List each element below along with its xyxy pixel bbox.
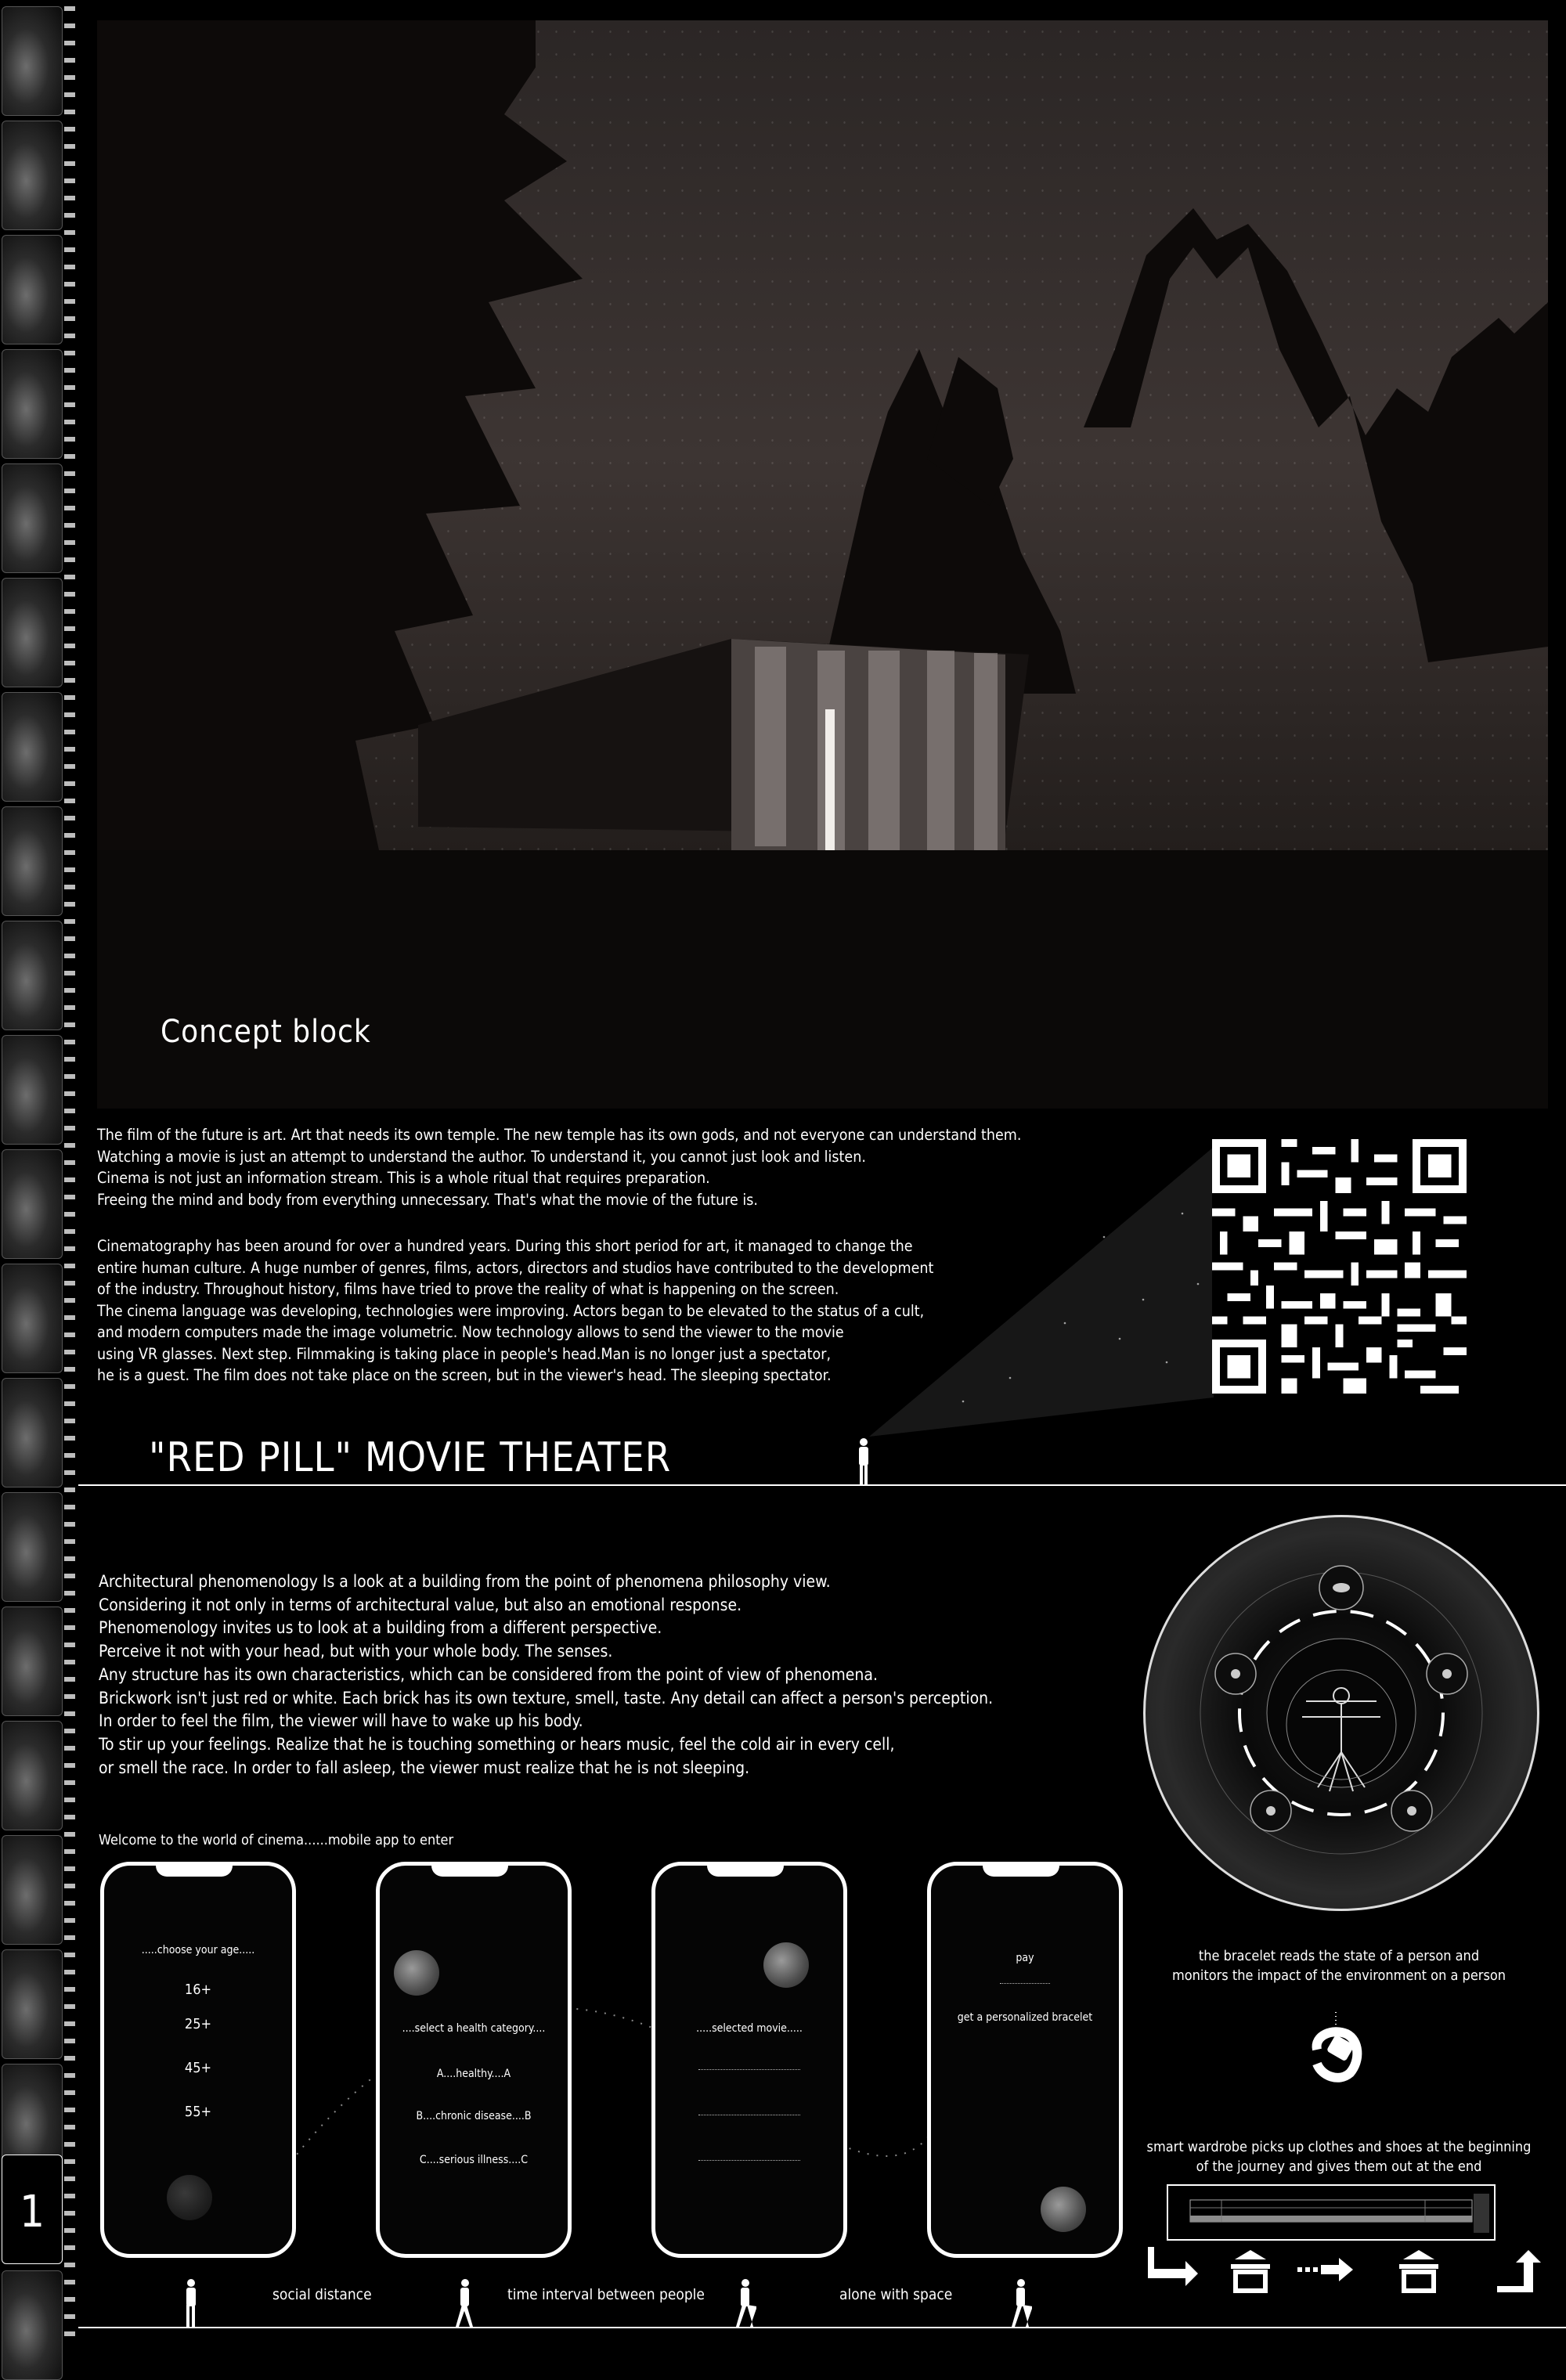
phone-notch <box>707 1864 784 1877</box>
film-frame <box>2 1949 63 2059</box>
walking-person-icon <box>734 2278 756 2327</box>
film-frame <box>2 6 63 116</box>
movie-heading: .....selected movie..... <box>696 2022 803 2035</box>
wardrobe-plan <box>1167 2184 1496 2241</box>
phone-notch <box>983 1864 1059 1877</box>
age-heading: .....choose your age..... <box>141 1944 255 1956</box>
age-option[interactable]: 45+ <box>184 2060 212 2076</box>
projection-beam <box>869 1143 1221 1441</box>
bracelet-caption: the bracelet reads the state of a person and monitors the impact of the environment on a person <box>1171 1948 1506 1984</box>
age-option[interactable]: 16+ <box>184 1982 212 1998</box>
film-frame <box>2 349 63 459</box>
film-frame <box>2 463 63 573</box>
film-frame <box>2 806 63 916</box>
film-frame <box>2 578 63 687</box>
film-frame <box>2 1606 63 1716</box>
bottom-divider-line <box>78 2327 1566 2328</box>
concept-intro: The film of the future is art. Art that needs its own temple. The new temple has its own gods, and not everyone can understand them. Watching a movie is just an attempt to understand the author. To understand it, you cannot just look and listen. Cinema is not just an information stream. This is a whole ritual that requires preparation. Freeing the mind and body from everything unnecessary. That's what the movie of the future is. <box>97 1126 1022 1209</box>
hero-caption: Concept block <box>161 1014 371 1050</box>
wardrobe-caption: smart wardrobe picks up clothes and shoes at the beginning of the journey and gives them out at the end <box>1146 2139 1532 2175</box>
forest-silhouette <box>97 20 1548 1109</box>
walking-person-icon <box>1010 2278 1032 2327</box>
bracelet-icon <box>1308 2012 1364 2086</box>
health-option[interactable]: A....healthy....A <box>436 2068 511 2080</box>
walking-person-icon <box>182 2278 200 2327</box>
film-frame <box>2 692 63 802</box>
film-frame <box>2 2270 63 2380</box>
phone-screen-movie[interactable] <box>651 1862 847 2258</box>
health-heading: ....select a health category.... <box>402 2022 546 2035</box>
page-number: 1 <box>19 2187 45 2238</box>
film-frame <box>2 121 63 230</box>
film-frame <box>2 1835 63 1945</box>
movie-slot[interactable] <box>698 2160 800 2161</box>
moon-icon <box>394 1950 439 1996</box>
glowing-door <box>825 709 835 850</box>
film-frame <box>2 1264 63 1373</box>
phone-notch <box>156 1864 233 1877</box>
bracelet-button[interactable]: get a personalized bracelet <box>957 2011 1093 2024</box>
phone-screen-health[interactable] <box>376 1862 572 2258</box>
film-frame <box>2 235 63 344</box>
person-icon <box>855 1437 872 1484</box>
film-frame <box>2 1492 63 1602</box>
moon-icon <box>1041 2187 1086 2232</box>
age-option[interactable]: 25+ <box>184 2016 212 2032</box>
phone-screen-age[interactable] <box>100 1862 296 2258</box>
qr-code[interactable] <box>1212 1139 1467 1394</box>
divider-line <box>78 1484 1566 1486</box>
page-number-frame <box>2 2155 63 2264</box>
label-social-distance: social distance <box>272 2286 372 2303</box>
hero-render <box>97 20 1548 1109</box>
film-frame <box>2 1721 63 1830</box>
health-option[interactable]: B....chronic disease....B <box>416 2110 532 2122</box>
wardrobe-flow-icons <box>1145 2244 1544 2299</box>
page-title: "RED PILL" MOVIE THEATER <box>149 1434 672 1481</box>
film-strip <box>0 0 78 2349</box>
health-option[interactable]: C....serious illness....C <box>419 2154 529 2166</box>
app-welcome-text: Welcome to the world of cinema......mobile app to enter <box>99 1832 454 1848</box>
moon-icon <box>763 1942 809 1988</box>
label-alone-with-space: alone with space <box>839 2286 953 2303</box>
label-time-interval: time interval between people <box>507 2286 705 2303</box>
phone-notch <box>431 1864 508 1877</box>
film-perforations <box>64 0 75 2349</box>
concept-history: Cinematography has been around for over a hundred years. During this short period for art, it managed to change the entire human culture. A huge number of genres, films, actors, directors and studios have contributed to the development of the industry. Throughout history, films have tried to prove the reality of what is happening on the screen. The cinema language was developing, technologies were improving. Actors began to be elevated to the status of a cult, and modern computers made the image volumetric. Now technology allows to send the viewer to the movie using VR glasses. Next step. Filmmaking is taking place in people's head.Man is no longer just a spectator, he is a guest. The film does not take place on the screen, but in the viewer's head. The sleeping spectator. <box>97 1237 934 1384</box>
pay-button[interactable]: pay <box>1016 1952 1034 1964</box>
film-frame <box>2 1149 63 1259</box>
film-frame <box>2 1378 63 1488</box>
phone-screen-payment[interactable] <box>927 1862 1123 2258</box>
pay-separator <box>1000 1983 1050 1984</box>
vitruvian-circle-diagram <box>1143 1515 1539 1911</box>
film-frame <box>2 921 63 1030</box>
moon-icon <box>167 2175 212 2220</box>
movie-slot[interactable] <box>698 2069 800 2070</box>
film-frame <box>2 1035 63 1145</box>
phenomenology-text: Architectural phenomenology Is a look at a building from the point of phenomena philosophy view. Considering it not only in terms of architectural value, but also an emotional response. Phenomenology invites us to look at a building from a different perspective. Perceive it not with your head, but with your whole body. The senses. Any structure has its own characteristics, which can be considered from the point of view of phenomena. Brickwork isn't just red or white. Each brick has its own texture, smell, taste. Any detail can affect a person's perception. In order to feel the film, the viewer will have to wake up his body. To stir up your feelings. Realize that he is touching something or hears music, feel the cold air in every cell, or smell the race. In order to fall asleep, the viewer must realize that he is not sleeping. <box>99 1572 994 1777</box>
walking-person-icon <box>454 2278 476 2327</box>
age-option[interactable]: 55+ <box>184 2104 212 2120</box>
